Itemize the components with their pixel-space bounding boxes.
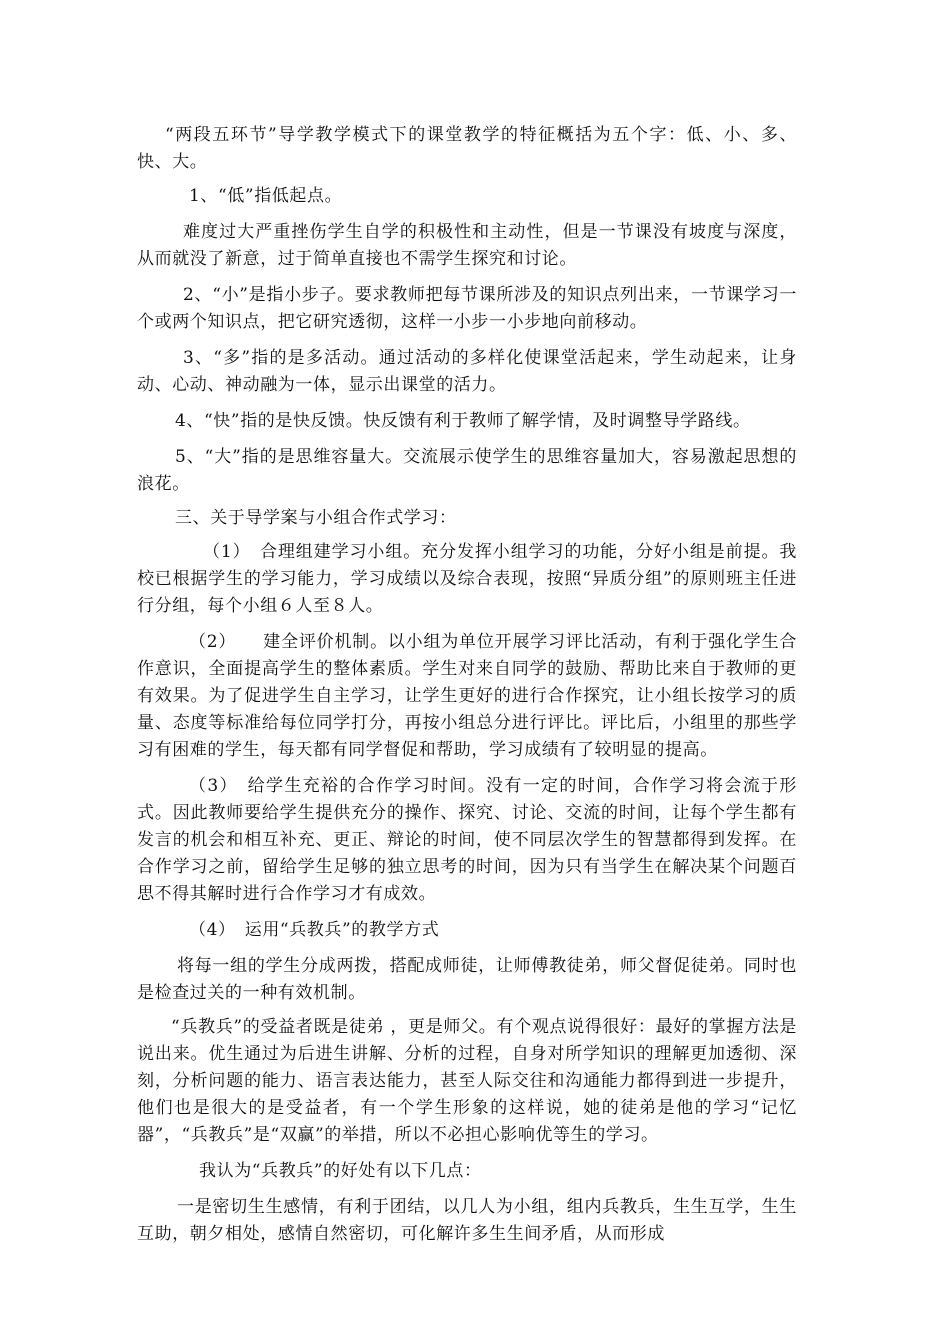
paragraph-item-3: （3） 给学生充裕的合作学习时间。没有一定的时间，合作学习将会流于形式。因此教师要给学生提供充分的操作、探究、讨论、交流的时间，让每个学生都有发言的机会和相互补充、更正、辩论的时间，使不同层次学生的智慧都得到发挥。在合作学习之前，留给学生足够的独立思考的时间，因为只有当学生在解决某个问题百思不得其解时进行合作学习才有成效。: [137, 776, 797, 904]
paragraph-item-4-heading: （4） 运用“兵教兵”的教学方式: [189, 920, 440, 940]
paragraph-advantage-1: 一是密切生生感情，有利于团结，以几人为小组，组内兵教兵，生生互学，生生互助，朝夕相处，感情自然密切，可化解许多生生间矛盾，从而形成: [137, 1197, 797, 1244]
paragraph-point-2: 2、“小”是指小步子。要求教师把每节课所涉及的知识点列出来，一节课学习一个或两个知识点，把它研究透彻，这样一小步一小步地向前移动。: [137, 285, 797, 332]
paragraph-item-4-body: 将每一组的学生分成两拨，搭配成师徒，让师傅教徒弟，师父督促徒弟。同时也是检查过关的一种有效机制。: [137, 956, 797, 1003]
paragraph-point-5: 5、“大”指的是思维容量大。交流展示使学生的思维容量加大，容易激起思想的浪花。: [137, 447, 797, 494]
paragraph-item-2: （2） 建全评价机制。以小组为单位开展学习评比活动，有利于强化学生合作意识，全面提高学生的整体素质。学生对来自同学的鼓励、帮助比来自于教师的更有效果。为了促进学生自主学习，让学生更好的进行合作探究，让小组长按学习的质量、态度等标准给每位同学打分，再按小组总分进行评比。评比后，小组里的那些学习有困难的学生，每天都有同学督促和帮助，学习成绩有了较明显的提高。: [137, 632, 797, 760]
paragraph-bing-jiao-bing-benefit: “兵教兵”的受益者既是徒弟 ，更是师父。有个观点说得很好：最好的掌握方法是说出来。优生通过为后进生讲解、分析的过程，自身对所学知识的理解更加透彻、深刻，分析问题的能力、语言表达能力，甚至人际交往和沟通能力都得到进一步提升，他们也是很大的是受益者，有一个学生形象的这样说，她的徒弟是他的学习“记忆器”，“兵教兵”是“双赢”的举措，所以不必担心影响优等生的学习。: [137, 1017, 797, 1145]
paragraph-point-4: 4、“快”指的是快反馈。快反馈有利于教师了解学情，及时调整导学路线。: [175, 411, 751, 431]
paragraph-intro: “两段五环节”导学教学模式下的课堂教学的特征概括为五个字：低、小、多、快、大。: [137, 125, 797, 172]
paragraph-advantages-heading: 我认为“兵教兵”的好处有以下几点：: [199, 1161, 482, 1181]
document-page: [137, 122, 797, 1248]
paragraph-point-3: 3、“多”指的是多活动。通过活动的多样化使课堂活起来，学生动起来，让身动、心动、神动融为一体，显示出课堂的活力。: [137, 348, 797, 395]
paragraph-point-1-body: 难度过大严重挫伤学生自学的积极性和主动性，但是一节课没有坡度与深度，从而就没了新意，过于简单直接也不需学生探究和讨论。: [137, 222, 797, 269]
paragraph-item-1: （1） 合理组建学习小组。充分发挥小组学习的功能，分好小组是前提。我校已根据学生的学习能力，学习成绩以及综合表现，按照“异质分组”的原则班主任进行分组，每个小组６人至８人。: [137, 542, 797, 616]
paragraph-point-1-heading: 1、“低”指低起点。: [189, 186, 343, 206]
section-heading-three: 三、关于导学案与小组合作式学习：: [175, 508, 457, 528]
